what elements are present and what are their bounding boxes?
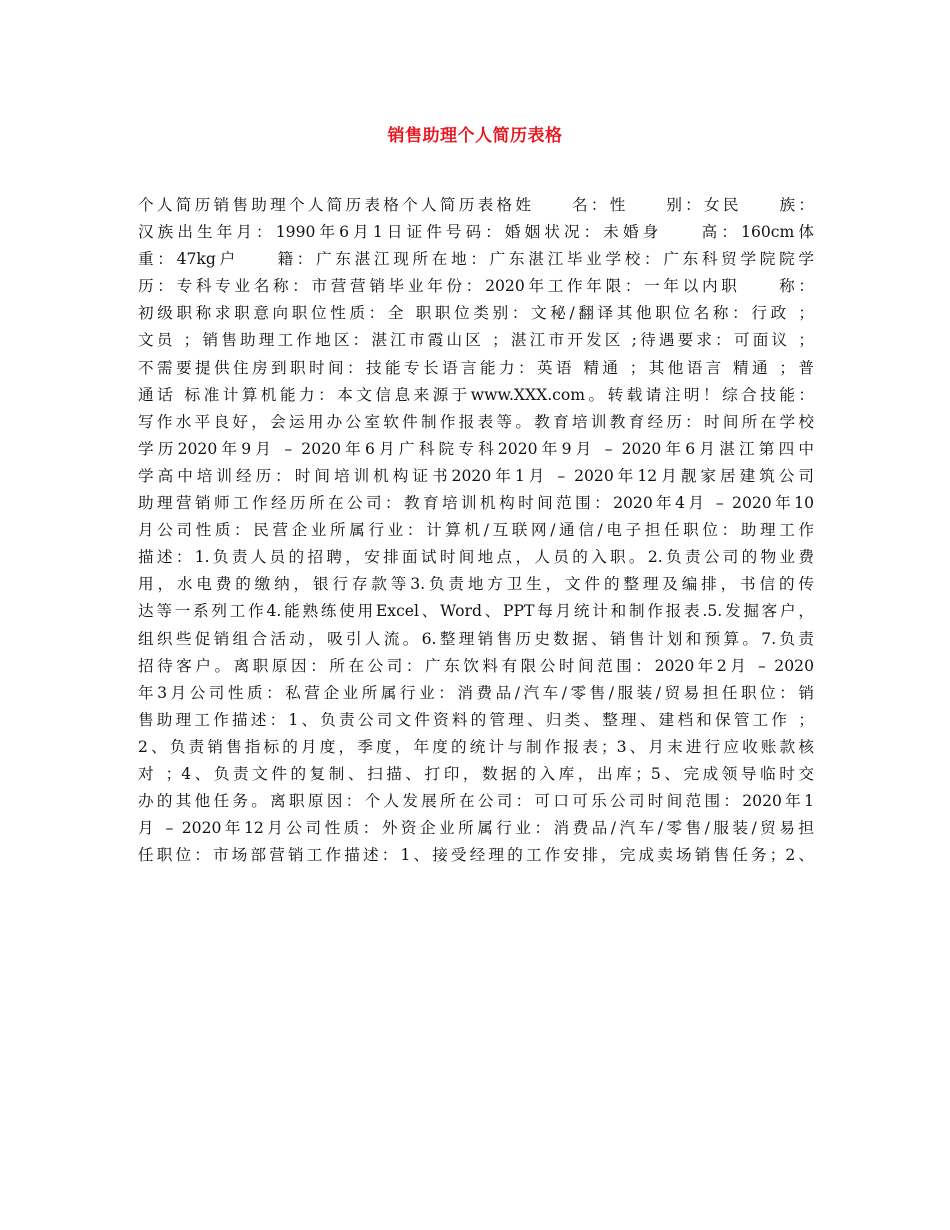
body-line: 文员 ；销售助理工作地区：湛江市霞山区 ；湛江市开发区 ;待遇要求：可面议 ； <box>138 331 814 350</box>
body-line: 不需要提供住房到职时间：技能专长语言能力：英语 精通 ；其他语言 精通 ；普 <box>138 358 814 377</box>
body-line: 任职位：市场部营销工作描述：1、接受经理的工作安排，完成卖场销售任务；2、 <box>138 846 814 865</box>
body-line: 招待客户。离职原因：所在公司：广东饮料有限公时间范围：2020年2月 – 2020 <box>138 656 814 675</box>
body-line: 办的其他任务。离职原因：个人发展所在公司：可口可乐公司时间范围：2020年1 <box>138 792 814 811</box>
body-line: 汉族出生年月：1990年6月1日证件号码：婚姻状况：未婚身 高：160cm体 <box>138 223 814 242</box>
body-line: 助理营销师工作经历所在公司：教育培训机构时间范围：2020年4月 – 2020年10 <box>138 494 814 513</box>
body-line: 学历2020年9月 – 2020年6月广科院专科2020年9月 – 2020年6月湛江第四中 <box>138 439 814 458</box>
document-body <box>138 192 814 869</box>
body-line: 组织些促销组合活动，吸引人流。6.整理销售历史数据、销售计划和预算。7.负责 <box>138 629 814 648</box>
body-line: 达等一系列工作4.能熟练使用Excel、Word、PPT每月统计和制作报表.5.发掘客户， <box>138 602 814 621</box>
body-line: 月公司性质：民营企业所属行业：计算机/互联网/通信/电子担任职位：助理工作 <box>138 521 814 540</box>
body-line: 售助理工作描述：1、负责公司文件资料的管理、归类、整理、建档和保管工作 ； <box>138 710 814 729</box>
body-line: 历：专科专业名称：市营营销毕业年份：2020年工作年限：一年以内职 称： <box>138 277 814 296</box>
body-line: 初级职称求职意向职位性质：全 职职位类别：文秘/翻译其他职位名称：行政 ； <box>138 304 814 323</box>
body-line: 通话 标准计算机能力：本文信息来源于www.XXX.com。转载请注明！综合技能： <box>138 385 814 404</box>
body-line: 年3月公司性质：私营企业所属行业：消费品/汽车/零售/服装/贸易担任职位：销 <box>138 683 814 702</box>
body-line: 对 ；4、负责文件的复制、扫描、打印，数据的入库，出库；5、完成领导临时交 <box>138 764 814 783</box>
body-line: 个人简历销售助理个人简历表格个人简历表格姓 名：性 别：女民 族： <box>138 196 814 214</box>
body-line: 用，水电费的缴纳，银行存款等3.负责地方卫生，文件的整理及编排，书信的传 <box>138 575 814 594</box>
body-line: 描述：1.负责人员的招聘，安排面试时间地点，人员的入职。2.负责公司的物业费 <box>138 548 814 567</box>
document-title: 销售助理个人简历表格 <box>387 126 563 146</box>
body-line: 学高中培训经历：时间培训机构证书2020年1月 – 2020年12月靓家居建筑公司 <box>138 466 814 485</box>
body-line: 重：47kg户 籍：广东湛江现所在地：广东湛江毕业学校：广东科贸学院院学 <box>138 250 814 269</box>
body-line: 2、负责销售指标的月度，季度，年度的统计与制作报表；3、月末进行应收账款核 <box>138 737 814 756</box>
body-line: 月 – 2020年12月公司性质：外资企业所属行业：消费品/汽车/零售/服装/贸易担 <box>138 819 814 838</box>
body-line: 写作水平良好，会运用办公室软件制作报表等。教育培训教育经历：时间所在学校 <box>138 412 814 431</box>
